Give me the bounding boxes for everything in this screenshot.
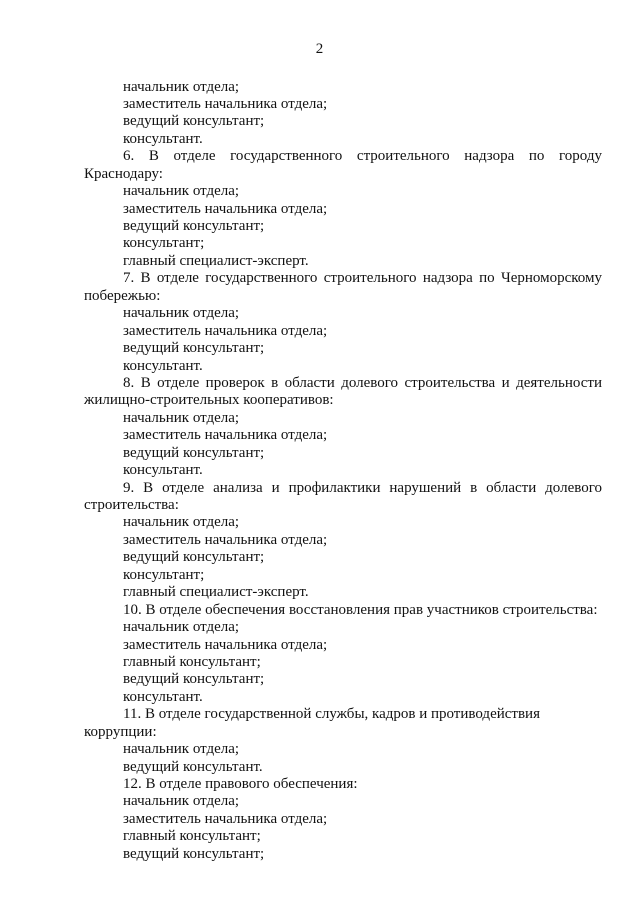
text-line: 9. В отделе анализа и профилактики нарушений в области долевого <box>123 479 602 496</box>
text-line: начальник отдела; <box>123 514 240 531</box>
text-line: 7. В отделе государственного строительного надзора по Черноморскому <box>123 270 602 287</box>
text-line: главный специалист-эксперт. <box>123 252 309 269</box>
text-line: консультант. <box>123 688 203 705</box>
text-line: 8. В отделе проверок в области долевого строительства и деятельности <box>123 374 602 391</box>
text-line: начальник отдела; <box>123 741 240 758</box>
text-line: ведущий консультант; <box>123 671 265 688</box>
text-line: начальник отдела; <box>123 619 240 636</box>
text-line: заместитель начальника отдела; <box>123 322 328 339</box>
text-line: заместитель начальника отдела; <box>123 95 328 112</box>
text-line: заместитель начальника отдела; <box>123 427 328 444</box>
text-line-continuation: коррупции: <box>84 723 157 740</box>
document-body <box>84 79 602 864</box>
text-line: начальник отдела; <box>123 78 240 95</box>
text-line: заместитель начальника отдела; <box>123 531 328 548</box>
text-line: 11. В отделе государственной службы, кадров и противодействия <box>123 706 540 723</box>
text-line: консультант; <box>123 566 205 583</box>
page-number: 2 <box>315 41 324 57</box>
text-line: 10. В отделе обеспечения восстановления прав участников строительства: <box>123 601 598 618</box>
text-line: консультант. <box>123 130 203 147</box>
text-line: консультант; <box>123 235 205 252</box>
text-line-continuation: строительства: <box>84 497 179 513</box>
text-line: заместитель начальника отдела; <box>123 636 328 653</box>
text-line: заместитель начальника отдела; <box>123 810 328 827</box>
text-line-continuation: побережью: <box>84 287 161 304</box>
text-line: ведущий консультант; <box>123 340 265 357</box>
text-line: начальник отдела; <box>123 793 240 810</box>
text-line: главный специалист-эксперт. <box>123 584 309 601</box>
text-line: начальник отдела; <box>123 305 240 322</box>
text-line: начальник отдела; <box>123 409 240 426</box>
text-line: ведущий консультант; <box>123 845 265 862</box>
text-line: главный консультант; <box>123 828 261 845</box>
text-line: ведущий консультант; <box>123 113 265 130</box>
text-line: ведущий консультант; <box>123 549 265 566</box>
text-line-continuation: жилищно-строительных кооперативов: <box>84 392 334 409</box>
text-line: 12. В отделе правового обеспечения: <box>123 776 358 792</box>
text-line: ведущий консультант; <box>123 218 265 234</box>
text-line-continuation: Краснодару: <box>84 165 163 182</box>
text-line: 6. В отделе государственного строительного надзора по городу <box>123 148 602 165</box>
text-line: ведущий консультант; <box>123 444 265 461</box>
text-line: заместитель начальника отдела; <box>123 200 328 217</box>
text-line: консультант. <box>123 357 203 374</box>
text-line: консультант. <box>123 462 203 479</box>
text-line: главный консультант; <box>123 653 261 670</box>
text-line: начальник отдела; <box>123 183 240 200</box>
text-line: ведущий консультант. <box>123 758 263 775</box>
